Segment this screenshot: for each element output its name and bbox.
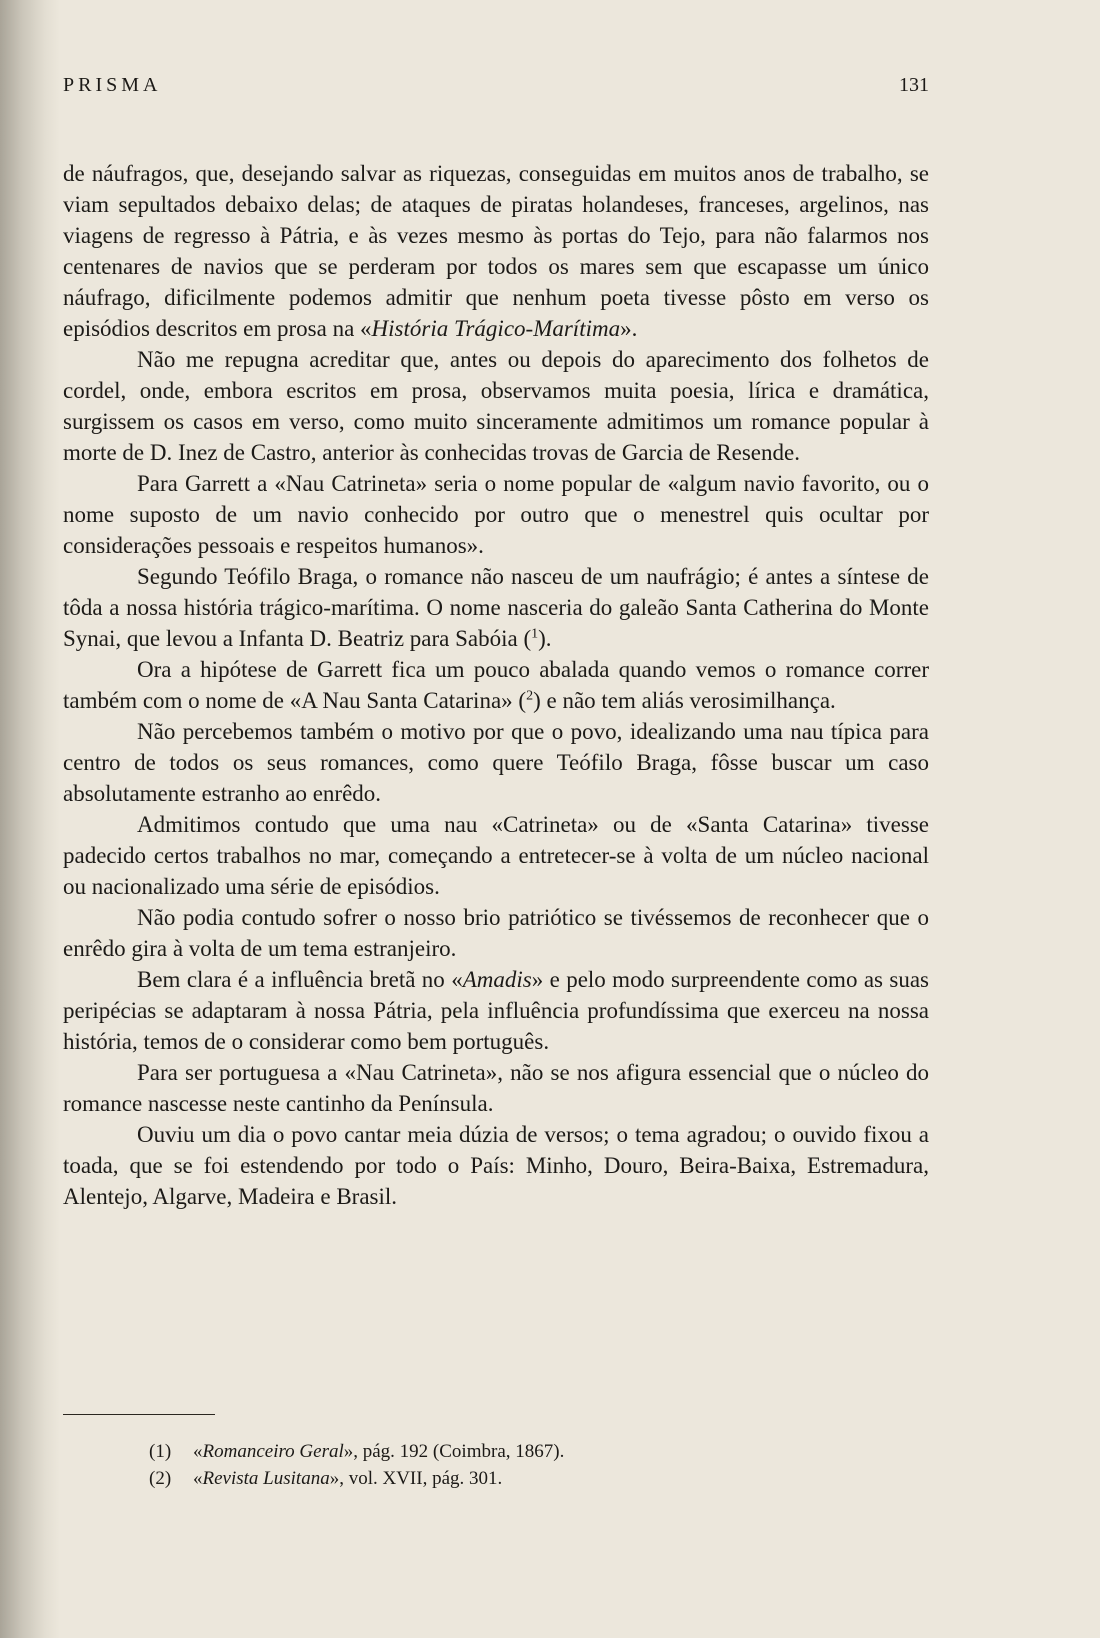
paragraph — [63, 158, 929, 344]
footnote-marker: (2) — [149, 1468, 172, 1489]
page-number: 131 — [899, 74, 929, 96]
paragraph: Não me repugna acreditar que, antes ou depois do aparecimento dos folhetos de cordel, onde, embora escritos em prosa, observamos muita poesia, lírica e dramática, surgissem os casos em verso, como muito sinceramente admitimos um romance popular à morte de D. Inez de Castro, anterior às conhecidas trovas de Garcia de Resende. — [63, 347, 929, 465]
paragraph: Não podia contudo sofrer o nosso brio patriótico se tivéssemos de reconhecer que o enrêdo gira à volta de um tema estranjeiro. — [63, 905, 929, 961]
paragraph-text: Ora a hipótese de Garrett fica um pouco abalada quando vemos o romance correr também com o nome de «A Nau Santa Catarina» ( — [63, 657, 929, 713]
paragraph: Ouviu um dia o povo cantar meia dúzia de versos; o tema agradou; o ouvido fixou a toada, que se foi estendendo por todo o País: Minho, Douro, Beira-Baixa, Estremadura, Alentejo, Algarve, Madeira e Brasil. — [63, 1122, 929, 1209]
work-title: Amadis — [462, 967, 532, 992]
page-header — [63, 74, 929, 104]
paragraph-text: ) e não tem aliás verosimilhança. — [533, 688, 836, 713]
book-page — [63, 62, 929, 1602]
footnote-rule — [63, 1414, 215, 1415]
paragraph-text: Segundo Teófilo Braga, o romance não nasceu de um naufrágio; é antes a síntese de tôda a nossa história trágico-marítima. O nome nasceria do galeão Santa Catherina do Monte Synai, que levou a Infanta D. Beatriz para Sabóia ( — [63, 564, 929, 651]
work-title: História Trágico-Marítima — [371, 316, 621, 341]
footnote-text: », vol. XVII, pág. 301. — [329, 1468, 503, 1489]
paragraph: Não percebemos também o motivo por que o povo, idealizando uma nau típica para centro de todos os seus romances, como quere Teófilo Braga, fôsse buscar um caso absolutamente estranho ao enrêdo. — [63, 719, 929, 806]
footnote-title: Romanceiro Geral — [202, 1441, 344, 1462]
page-binding-shadow — [0, 0, 60, 1638]
footnote-ref: 1 — [531, 626, 539, 642]
footnotes — [149, 1438, 929, 1492]
paragraph — [63, 964, 929, 1057]
paragraph: Admitimos contudo que uma nau «Catrineta» ou de «Santa Catarina» tivesse padecido certos trabalhos no mar, começando a entretecer-se à volta de um núcleo nacional ou nacionalizado uma série de episódios. — [63, 812, 929, 899]
paragraph-text: ). — [538, 626, 552, 651]
footnote-marker: (1) — [149, 1441, 172, 1462]
running-title: PRISMA — [63, 74, 162, 96]
paragraph — [63, 654, 929, 716]
paragraph-text: de náufragos, que, desejando salvar as riquezas, conseguidas em muitos anos de trabalho, se viam sepultados debaixo delas; de ataques de piratas holandeses, franceses, argelinos, nas viagens de regresso à Pátria, e às vezes mesmo às portas do Tejo, para não falarmos nos centenares de navios que se perderam por todos os mares sem que escapasse um único náufrago, dificilmente podemos admitir que nenhum poeta tivesse pôsto em verso os episódios descritos em prosa na « — [63, 161, 929, 341]
paragraph — [63, 561, 929, 654]
footnote-ref: 2 — [526, 688, 534, 704]
paragraph: Para Garrett a «Nau Catrineta» seria o nome popular de «algum navio favorito, ou o nome suposto de um navio conhecido por outro que o menestrel quis ocultar por considerações pessoais e respeitos humanos». — [63, 471, 929, 558]
footnote-text: », pág. 192 (Coimbra, 1867). — [343, 1441, 565, 1462]
footnote — [149, 1438, 929, 1465]
paragraph-text: ». — [620, 316, 638, 341]
footnote-title: Revista Lusitana — [202, 1468, 330, 1489]
paragraph-text: » e pelo modo surpreendente como as suas peripécias se adaptaram à nossa Pátria, pela influência profundíssima que exerceu na nossa história, temos de o considerar como bem português. — [63, 967, 930, 1054]
footnote — [149, 1465, 929, 1492]
body-text — [63, 158, 929, 1212]
paragraph: Para ser portuguesa a «Nau Catrineta», não se nos afigura essencial que o núcleo do romance nascesse neste cantinho da Península. — [63, 1060, 929, 1116]
footnote-text: « — [193, 1441, 203, 1462]
footnote-text: « — [193, 1468, 203, 1489]
paragraph-text: Bem clara é a influência bretã no « — [137, 967, 463, 992]
